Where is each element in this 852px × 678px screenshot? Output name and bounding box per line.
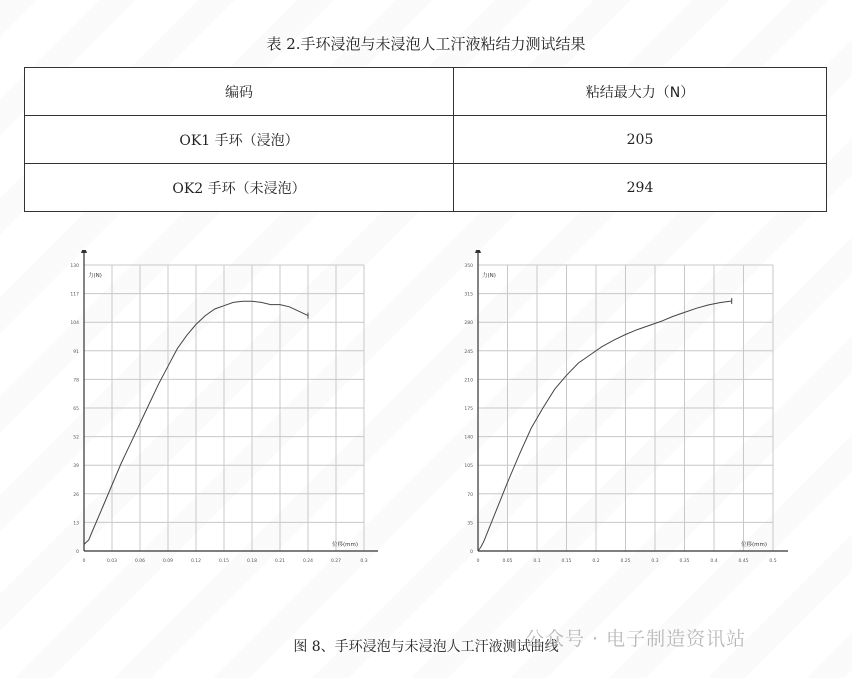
x-tick-label: 0.06: [134, 559, 146, 564]
header-code: 编码: [25, 68, 454, 116]
results-table: [24, 67, 827, 212]
x-tick-label: 0.21: [274, 559, 286, 564]
y-tick-label: 105: [464, 464, 473, 470]
cell-max-force: 205: [454, 116, 827, 164]
y-tick-label: 0: [470, 550, 473, 555]
x-tick-label: 0.15: [561, 559, 572, 564]
y-tick-label: 104: [70, 321, 79, 327]
y-tick-label: 245: [464, 349, 473, 355]
x-tick-label: 0.09: [162, 559, 174, 564]
x-tick-label: 0.25: [620, 559, 631, 564]
x-tick-label: 0.12: [190, 559, 202, 564]
header-max-force: 粘结最大力（N）: [454, 68, 827, 116]
y-tick-label: 140: [464, 435, 473, 441]
y-tick-label: 52: [73, 435, 79, 441]
y-axis-arrow-icon: [81, 250, 87, 253]
x-tick-label: 0: [476, 559, 480, 564]
y-tick-label: 280: [464, 321, 473, 327]
y-tick-label: 91: [73, 349, 79, 355]
cell-max-force: 294: [454, 164, 827, 212]
y-tick-label: 13: [73, 521, 79, 527]
x-tick-label: 0.24: [302, 559, 314, 564]
table-title: 表 2.手环浸泡与未浸泡人工汗液粘结力测试结果: [266, 35, 586, 53]
y-tick-label: 65: [73, 407, 79, 412]
x-axis-label: 位移(mm): [331, 542, 358, 548]
table-row: [25, 116, 827, 164]
x-tick-label: 0.4: [710, 559, 718, 564]
y-tick-label: 315: [464, 292, 473, 298]
y-tick-label: 78: [73, 378, 79, 384]
y-axis-arrow-icon: [475, 250, 481, 253]
x-tick-label: 0.45: [738, 559, 749, 564]
figure-caption: 图 8、手环浸泡与未浸泡人工汗液测试曲线: [293, 639, 559, 655]
y-axis-label: 力(N): [88, 273, 102, 279]
y-tick-label: 26: [73, 492, 79, 498]
watermark-text: 公众号 · 电子制造资讯站: [525, 628, 747, 650]
cell-code: OK1 手环（浸泡）: [25, 116, 454, 164]
y-tick-label: 130: [70, 264, 79, 269]
x-tick-label: 0.03: [106, 559, 118, 564]
y-tick-label: 350: [464, 264, 473, 269]
x-tick-label: 0.3: [360, 559, 368, 564]
series-line: [478, 301, 732, 551]
table-row: [25, 164, 827, 212]
x-tick-label: 0.2: [592, 559, 600, 564]
x-tick-label: 0.05: [502, 559, 513, 564]
x-tick-label: 0.15: [218, 559, 230, 564]
y-tick-label: 35: [467, 521, 473, 527]
cell-code: OK2 手环（未浸泡）: [25, 164, 454, 212]
y-axis-label: 力(N): [482, 273, 496, 279]
x-tick-label: 0.27: [330, 559, 342, 564]
x-tick-label: 0.3: [651, 559, 659, 564]
y-tick-label: 0: [76, 550, 79, 555]
y-tick-label: 70: [467, 492, 473, 498]
y-tick-label: 39: [73, 464, 79, 470]
x-tick-label: 0.18: [246, 559, 258, 564]
force-displacement-chart-soaked: [58, 250, 378, 568]
x-tick-label: 0.5: [769, 559, 777, 564]
table-header-row: [25, 68, 827, 116]
force-displacement-chart-unsoaked: [448, 250, 788, 568]
x-tick-label: 0: [82, 559, 86, 564]
x-tick-label: 0.1: [533, 559, 541, 564]
x-axis-label: 位移(mm): [740, 542, 767, 548]
y-tick-label: 117: [70, 292, 79, 298]
x-tick-label: 0.35: [679, 559, 690, 564]
y-tick-label: 175: [464, 407, 473, 412]
y-tick-label: 210: [464, 378, 473, 384]
